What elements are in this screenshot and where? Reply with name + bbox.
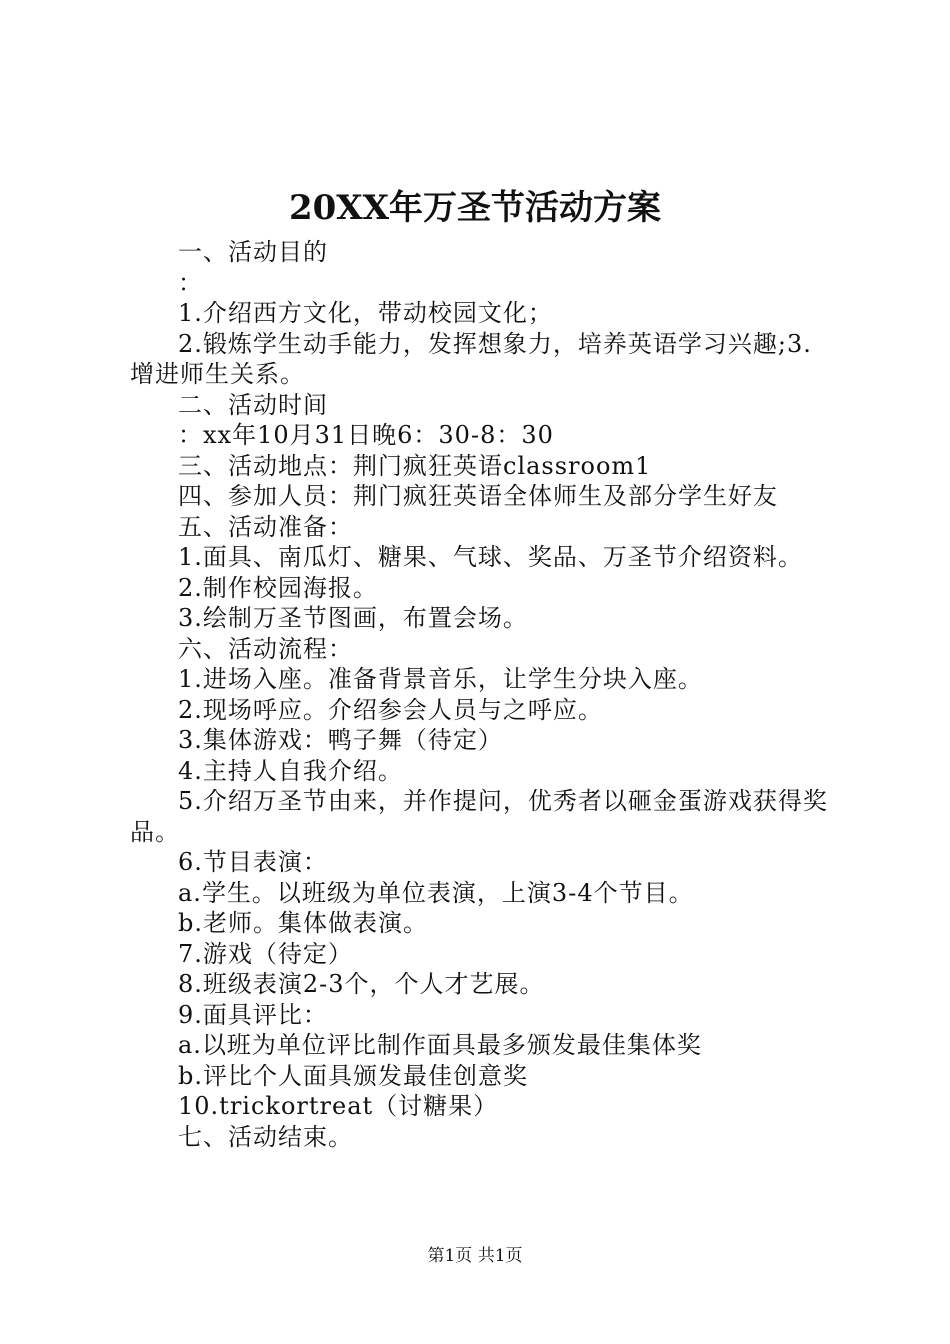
list-item: 3.集体游戏：鸭子舞（待定） [178,726,503,754]
section-heading-location: 三、活动地点：荆门疯狂英语classroom1 [178,451,652,480]
list-item: 2.现场呼应。介绍参会人员与之呼应。 [178,695,603,724]
list-item: 10.trickortreat（讨糖果） [178,1092,499,1120]
section-heading-time: 二、活动时间 [178,390,328,419]
document-title: 20XX年万圣节活动方案 [288,188,662,228]
list-item-wrapped: 5.介绍万圣节由来，并作提问，优秀者以砸金蛋游戏获得奖品。 [130,787,828,846]
section-heading-preparation: 五、活动准备： [178,512,353,541]
document-body [130,237,830,1152]
sub-list-item: a.以班为单位评比制作面具最多颁发最佳集体奖 [178,1031,702,1059]
list-item: 1.面具、南瓜灯、糖果、气球、奖品、万圣节介绍资料。 [178,543,803,571]
list-item: 1.进场入座。准备背景音乐，让学生分块入座。 [178,665,703,693]
sub-list-item: b.评比个人面具颁发最佳创意奖 [178,1061,528,1090]
section-heading-end: 七、活动结束。 [178,1122,353,1151]
list-item: 8.班级表演2-3个，个人才艺展。 [178,970,545,998]
list-item: 4.主持人自我介绍。 [178,756,403,785]
paragraph-line: ： [178,268,203,297]
section-heading-process: 六、活动流程： [178,634,353,663]
section-heading-purpose: 一、活动目的 [178,238,328,266]
paragraph-line: ：xx年10月31日晚6：30-8：30 [178,421,554,449]
page-footer: 第1页 共1页 [427,1246,523,1266]
paragraph-line: 1.介绍西方文化，带动校园文化； [178,299,553,327]
sub-list-item: a.学生。以班级为单位表演，上演3-4个节目。 [178,878,694,907]
list-item: 2.制作校园海报。 [178,573,378,602]
sub-list-item: b.老师。集体做表演。 [178,909,428,937]
list-item: 3.绘制万圣节图画，布置会场。 [178,604,528,632]
section-heading-participants: 四、参加人员：荆门疯狂英语全体师生及部分学生好友 [178,482,778,510]
paragraph-wrapped: 2.锻炼学生动手能力，发挥想象力，培养英语学习兴趣;3.增进师生关系。 [130,329,812,388]
list-item: 6.节目表演： [178,848,328,876]
list-item: 9.面具评比： [178,1000,328,1029]
list-item: 7.游戏（待定） [178,939,353,968]
